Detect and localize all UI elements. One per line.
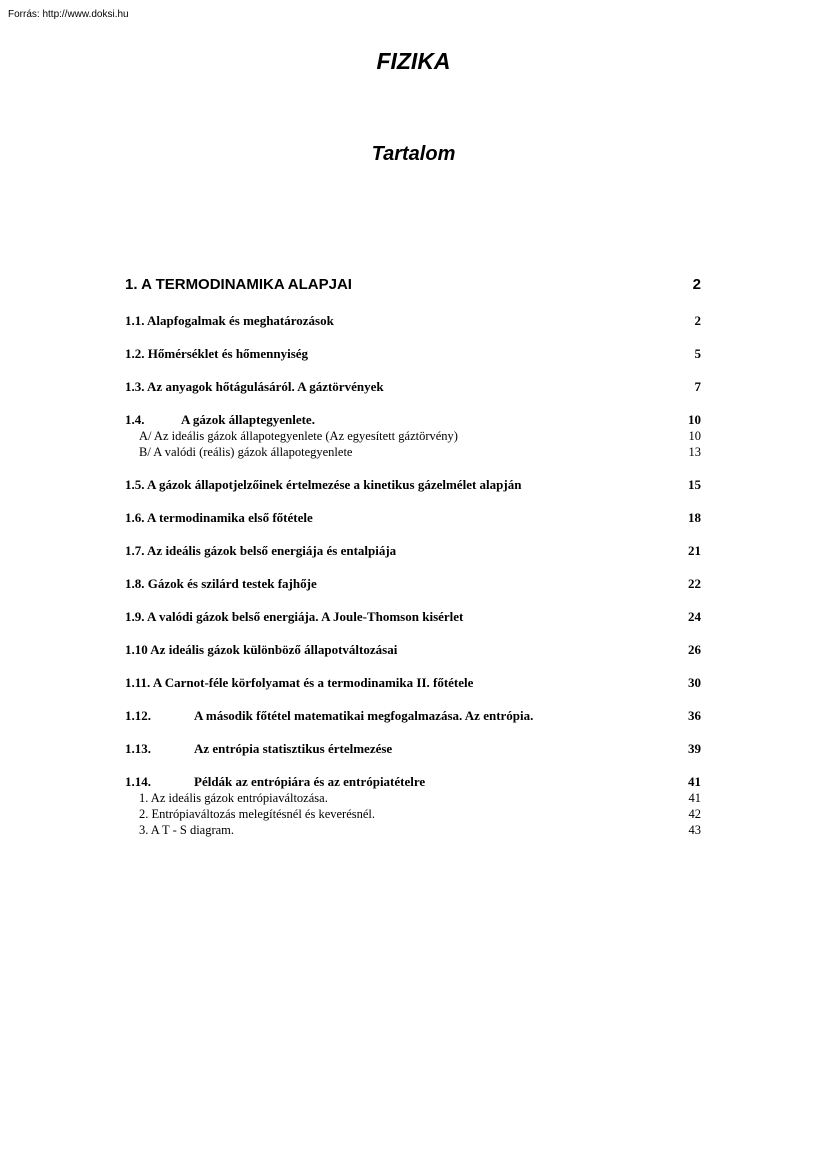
toc-subentry-1-14-3 (125, 822, 701, 838)
toc-entry-page: 39 (688, 741, 701, 756)
toc-entry-label: 1.1. Alapfogalmak és meghatározások (125, 313, 334, 328)
source-line: Forrás: http://www.doksi.hu (8, 9, 129, 20)
toc-subentry-1-14-2 (125, 806, 701, 822)
toc-entry-label-group (125, 741, 392, 757)
toc-entry-label: 1.5. A gázok állapotjelzőinek értelmezése a kinetikus gázelmélet alapján (125, 477, 522, 492)
toc-chapter-1 (125, 276, 701, 294)
toc-subentry-1-4-b (125, 444, 701, 460)
toc-entry-page: 30 (688, 675, 701, 690)
toc-entry-page: 15 (688, 477, 701, 492)
toc-entry-page: 22 (688, 576, 701, 591)
toc-subentry-page: 41 (688, 791, 701, 805)
toc-chapter-page: 2 (692, 276, 701, 293)
toc-entry-1-2 (125, 346, 701, 362)
toc-entry-label: 1.11. A Carnot-féle körfolyamat és a termodinamika II. főtétele (125, 675, 474, 690)
toc-entry-label: 1.7. Az ideális gázok belső energiája és entalpiája (125, 543, 397, 558)
toc-entry-page: 10 (688, 412, 701, 427)
toc-entry-label-group (125, 412, 315, 428)
toc-entry-page: 2 (694, 313, 701, 328)
toc-entry-label-group (125, 774, 425, 790)
toc-entry-1-3 (125, 379, 701, 395)
toc-entry-1-7 (125, 543, 701, 559)
toc-entry-page: 26 (688, 642, 701, 657)
toc-entry-label-group (125, 708, 533, 724)
toc-subentry-label: 3. A T - S diagram. (139, 823, 235, 837)
toc-subentry-1-14-1 (125, 790, 701, 806)
toc-entry-label: 1.10 Az ideális gázok különböző állapotváltozásai (125, 642, 398, 657)
toc-entry-1-13 (125, 741, 701, 757)
toc-subentry-label: A/ Az ideális gázok állapotegyenlete (Az egyesített gáztörvény) (139, 429, 458, 443)
toc-entry-number: 1.4. (125, 412, 145, 427)
toc-subentry-page: 43 (688, 823, 701, 837)
toc-entry-label: Az entrópia statisztikus értelmezése (194, 741, 393, 756)
document-title: FIZIKA (376, 48, 451, 74)
toc-subentry-label: 1. Az ideális gázok entrópiaváltozása. (139, 791, 328, 805)
toc-chapter-label: 1. A TERMODINAMIKA ALAPJAI (125, 276, 352, 293)
toc-entry-number: 1.12. (125, 708, 151, 723)
toc-entry-number: 1.13. (125, 741, 151, 756)
toc-entry-label: Példák az entrópiára és az entrópiatételre (194, 774, 426, 789)
toc-subentry-page: 13 (688, 445, 701, 459)
toc-entry-1-11 (125, 675, 701, 691)
toc-entry-1-8 (125, 576, 701, 592)
toc-subentry-page: 10 (688, 429, 701, 443)
toc-entry-label: 1.8. Gázok és szilárd testek fajhője (125, 576, 317, 591)
toc-entry-page: 36 (688, 708, 701, 723)
toc-entry-1-4 (125, 412, 701, 428)
toc-subentry-page: 42 (688, 807, 701, 821)
toc-entry-label: 1.9. A valódi gázok belső energiája. A Joule-Thomson kisérlet (125, 609, 464, 624)
contents-heading: Tartalom (371, 143, 456, 165)
toc-subentry-1-4-a (125, 428, 701, 444)
toc-entry-1-1 (125, 313, 701, 329)
toc-entry-page: 41 (688, 774, 701, 789)
toc-entry-page: 24 (688, 609, 701, 624)
toc-entry-label: A gázok állaptegyenlete. (181, 412, 315, 427)
toc-entry-number: 1.14. (125, 774, 151, 789)
toc-entry-label: A második főtétel matematikai megfogalmazása. Az entrópia. (194, 708, 534, 723)
toc-entry-page: 5 (694, 346, 701, 361)
table-of-contents (125, 276, 701, 838)
toc-entry-label: 1.6. A termodinamika első főtétele (125, 510, 313, 525)
toc-entry-1-6 (125, 510, 701, 526)
toc-subentry-label: 2. Entrópiaváltozás melegítésnél és keverésnél. (139, 807, 376, 821)
toc-entry-page: 21 (688, 543, 701, 558)
toc-entry-1-9 (125, 609, 701, 625)
toc-entry-label: 1.2. Hőmérséklet és hőmennyiség (125, 346, 309, 361)
toc-entry-label: 1.3. Az anyagok hőtágulásáról. A gáztörvények (125, 379, 384, 394)
toc-entry-1-12 (125, 708, 701, 724)
toc-entry-1-10 (125, 642, 701, 658)
toc-entry-page: 7 (694, 379, 701, 394)
toc-entry-1-14 (125, 774, 701, 790)
toc-entry-page: 18 (688, 510, 701, 525)
toc-entry-1-5 (125, 477, 701, 493)
toc-subentry-label: B/ A valódi (reális) gázok állapotegyenlete (139, 445, 353, 459)
